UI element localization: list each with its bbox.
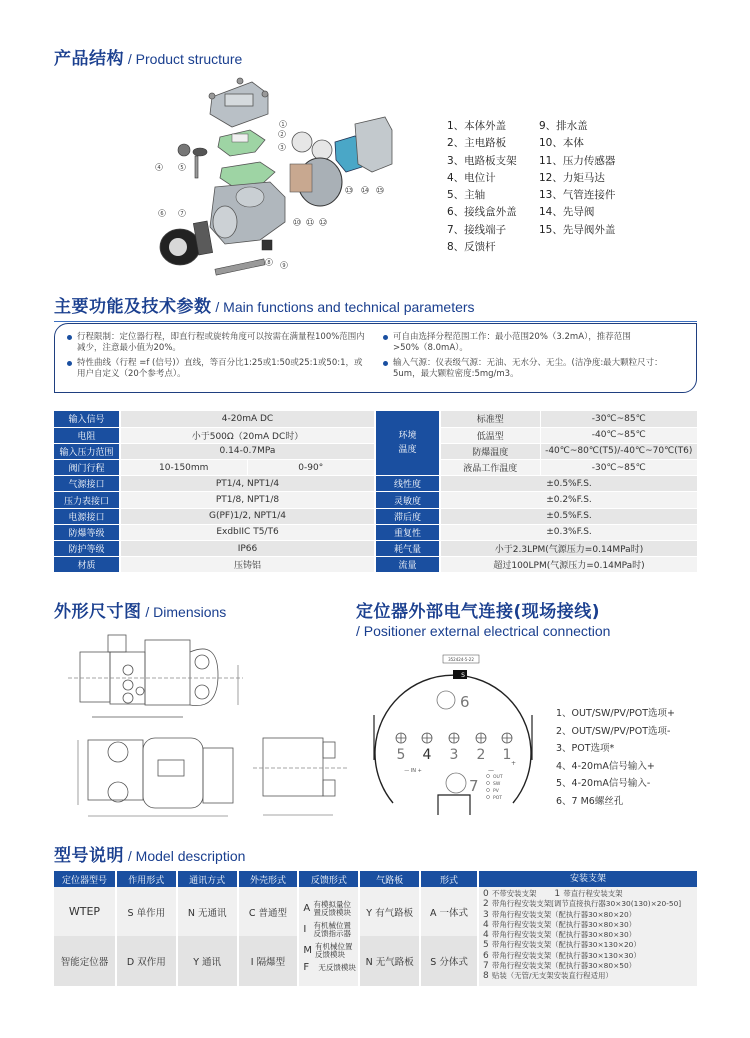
svg-text:13: 13 <box>345 188 353 194</box>
list-item: 6、7 M6螺丝孔 <box>556 795 624 807</box>
bracket-option: 3 带角行程安装支架（配执行器30×80×20） <box>483 909 637 920</box>
bracket-option: 5 带角行程安装支架（配执行器30×130×20） <box>483 940 641 951</box>
svg-text:9: 9 <box>282 263 286 269</box>
params-table-left <box>54 411 374 573</box>
svg-text:OUT: OUT <box>493 775 503 780</box>
bracket-option: 0 不带安装支架 1 带直行程安装支架 <box>483 889 623 899</box>
table-row: 输入信号 4-20mA DC <box>54 411 374 427</box>
svg-text:5: 5 <box>180 165 184 171</box>
parts-list-right <box>539 118 669 239</box>
svg-text:3: 3 <box>280 145 284 151</box>
svg-text:7: 7 <box>469 777 479 795</box>
table-row: WTEP S 单作用 N 无通讯 C 普通型 A 有模拟量位置反馈模块 I 有机械位置反馈指示器 M 有机械位置反馈模块 F 无反馈模块 Y 有气路板 A 一体式 <box>54 887 478 936</box>
svg-text:S: S <box>461 672 465 679</box>
table-row: 防护等级 IP66 <box>54 541 374 557</box>
list-item: 1、OUT/SW/PV/POT选项+ <box>556 708 676 719</box>
bullet-icon <box>67 335 72 340</box>
svg-text:SW: SW <box>493 782 501 787</box>
list-item: 13、气管连接件 <box>539 189 616 202</box>
svg-text:7: 7 <box>180 211 184 217</box>
list-item: 14、先导阀 <box>539 206 595 219</box>
section-title-main-functions: 主要功能及技术参数 / Main functions and technical parameters <box>54 297 475 317</box>
list-item: 10、本体 <box>539 137 584 150</box>
svg-text:6: 6 <box>460 693 470 711</box>
list-item: 5、4-20mA信号输入- <box>556 778 651 790</box>
list-item: 4、4-20mA信号输入+ <box>556 760 655 772</box>
table-row: 低温型 -40℃~85℃ <box>376 427 697 443</box>
bracket-option: 7 带角行程安装支架（配执行器30×80×50） <box>483 961 637 972</box>
exploded-view-diagram <box>140 72 400 282</box>
table-row: 防爆等级 ExdbIIC T5/T6 <box>54 524 374 540</box>
table-row: 灵敏度 ±0.2%F.S. <box>376 492 697 508</box>
feedback-option: M 有机械位置反馈模块 <box>303 941 353 960</box>
list-item: 9、排水盖 <box>539 120 588 132</box>
svg-text:3: 3 <box>449 747 459 763</box>
model-table <box>54 871 479 986</box>
env-temp-label: 环境 温度 <box>376 411 440 476</box>
list-item: 15、先导阀外盖 <box>539 223 616 236</box>
mounting-bracket-column: 安装支架 0 不带安装支架 1 带直行程安装支架 2 带角行程安装支架[调节直接执行器30×30(130)×20-50] 3 带角行程安装支架（配执行器30×80×20） 4 带角行程安装支架（配执行器30×80×30） 4 带角行程安装支架（配执行器30×80×30） 5 带角行程安装支架（配执行器30×130×20） 6 带角行程安装支架（配执行器30×130×30） 7 带角行程安装支架（配执行器30×80×50） 8 贴装（无管/无支架安装直行程适用） <box>479 871 697 986</box>
svg-text:— IN +: — IN + <box>404 768 422 774</box>
svg-text:15: 15 <box>376 188 384 194</box>
section-title-electrical: 定位器外部电气连接(现场接线) / Positioner external electrical connection <box>356 602 611 639</box>
bullet-icon <box>383 335 388 340</box>
functions-box <box>54 323 697 393</box>
svg-text:POT: POT <box>493 796 503 801</box>
params-table-right <box>376 411 697 573</box>
table-header-row: 定位器型号 作用形式 通讯方式 外壳形式 反馈形式 气路板 形式 <box>54 871 478 887</box>
feedback-option: I 有机械位置反馈指示器 <box>303 920 352 939</box>
svg-text:—: — <box>488 767 494 774</box>
table-row: 压力表接口 PT1/8, NPT1/8 <box>54 492 374 508</box>
bullet-icon <box>67 361 72 366</box>
bracket-options <box>479 887 697 986</box>
list-item: 7、接线端子 <box>447 223 507 236</box>
list-item: 11、压力传感器 <box>539 154 616 167</box>
table-row: 材质 压铸铝 <box>54 557 374 573</box>
list-item: 2、主电路板 <box>447 137 507 150</box>
table-row: 线性度 ±0.5%F.S. <box>376 476 697 492</box>
bracket-option: 8 贴装（无管/无支架安装直行程适用） <box>483 971 613 982</box>
svg-text:5: 5 <box>396 747 406 763</box>
svg-text:6: 6 <box>160 211 164 217</box>
list-item: 8、反馈杆 <box>447 241 496 254</box>
table-row: 耗气量 小于2.3LPM(气源压力=0.14MPa时) <box>376 541 697 557</box>
dimensions-drawing <box>68 630 353 825</box>
section-title-product-structure: 产品结构 / Product structure <box>54 49 243 69</box>
table-row: 滞后度 ±0.5%F.S. <box>376 508 697 524</box>
functions-right <box>383 332 688 384</box>
table-row: 气源接口 PT1/4, NPT1/4 <box>54 476 374 492</box>
bullet-icon <box>383 361 388 366</box>
bracket-option: 2 带角行程安装支架[调节直接执行器30×30(130)×20-50] <box>483 899 682 910</box>
svg-text:11: 11 <box>306 220 314 226</box>
svg-text:PV: PV <box>493 789 499 794</box>
list-item: 6、接线盒外盖 <box>447 206 517 219</box>
wiring-diagram <box>368 645 538 817</box>
table-row: 重复性 ±0.3%F.S. <box>376 524 697 540</box>
svg-text:352424-5-22: 352424-5-22 <box>448 657 474 662</box>
function-item: 特性曲线（行程 =f (信号)）直线，等百分比1:25或1:50或25:1或50:1，或用户自定义（20个参考点）。 <box>67 358 365 380</box>
svg-text:2: 2 <box>280 132 284 138</box>
section-title-dimensions: 外形尺寸图 / Dimensions <box>54 602 227 622</box>
svg-text:14: 14 <box>361 188 369 194</box>
svg-text:12: 12 <box>319 220 327 226</box>
table-row: 电阻 小于500Ω（20mA DC时） <box>54 427 374 443</box>
divider <box>54 321 697 322</box>
table-row: 输入压力范围 0.14-0.7MPa <box>54 443 374 459</box>
list-item: 2、OUT/SW/PV/POT选项- <box>556 725 671 737</box>
svg-text:1: 1 <box>502 747 512 763</box>
list-item: 5、主轴 <box>447 189 486 202</box>
table-row: 电源接口 G(PF)1/2, NPT1/4 <box>54 508 374 524</box>
bracket-option: 4 带角行程安装支架（配执行器30×80×30） <box>483 930 637 941</box>
bracket-option: 4 带角行程安装支架（配执行器30×80×30） <box>483 919 637 930</box>
functions-left <box>67 332 365 384</box>
svg-text:10: 10 <box>293 220 301 226</box>
list-item: 3、POT选项* <box>556 743 615 755</box>
svg-text:4: 4 <box>157 165 161 171</box>
feedback-option: F 无反馈模块 <box>303 961 356 973</box>
svg-text:1: 1 <box>281 122 285 128</box>
table-row: 防爆温度 -40℃~80℃(T5)/-40℃~70℃(T6) <box>376 443 697 459</box>
svg-text:8: 8 <box>267 260 271 266</box>
function-item: 输入气源：仪表级气源：无油、无水分、无尘。(洁净度:最大颗粒尺寸：5um，最大颗粒密度:5mg/m3。 <box>383 358 688 380</box>
svg-text:2: 2 <box>476 747 486 763</box>
feedback-option: A 有模拟量位置反馈模块 <box>303 899 352 918</box>
list-item: 3、电路板支架 <box>447 154 517 167</box>
list-item: 1、本体外盖 <box>447 120 507 132</box>
table-row: 环境 温度 标准型 -30℃~85℃ <box>376 411 697 427</box>
table-row: 阀门行程 10-150mm 0-90° <box>54 460 374 476</box>
table-row: 流量 超过100LPM(气源压力=0.14MPa时) <box>376 557 697 573</box>
list-item: 4、电位计 <box>447 171 496 184</box>
section-title-model: 型号说明 / Model description <box>54 846 246 866</box>
function-item: 可自由选择分程范围工作：最小范围20%（3.2mA），推荐范围>50%（8.0mA）。 <box>383 332 688 354</box>
feedback-options <box>298 887 359 986</box>
list-item: 12、力矩马达 <box>539 171 605 184</box>
svg-text:+: + <box>511 760 517 767</box>
svg-text:4: 4 <box>422 747 432 763</box>
function-item: 行程限制：定位器行程，即直行程或旋转角度可以按需在满量程100%范围内减少，注意最小值为20%。 <box>67 332 365 354</box>
wiring-legend <box>556 705 675 811</box>
bracket-option: 6 带角行程安装支架（配执行器30×130×30） <box>483 950 641 961</box>
table-row: 智能定位器 D 双作用 Y 通讯 I 隔爆型 N 无气路板 S 分体式 <box>54 936 478 986</box>
table-row: 液晶工作温度 -30℃~85℃ <box>376 460 697 476</box>
